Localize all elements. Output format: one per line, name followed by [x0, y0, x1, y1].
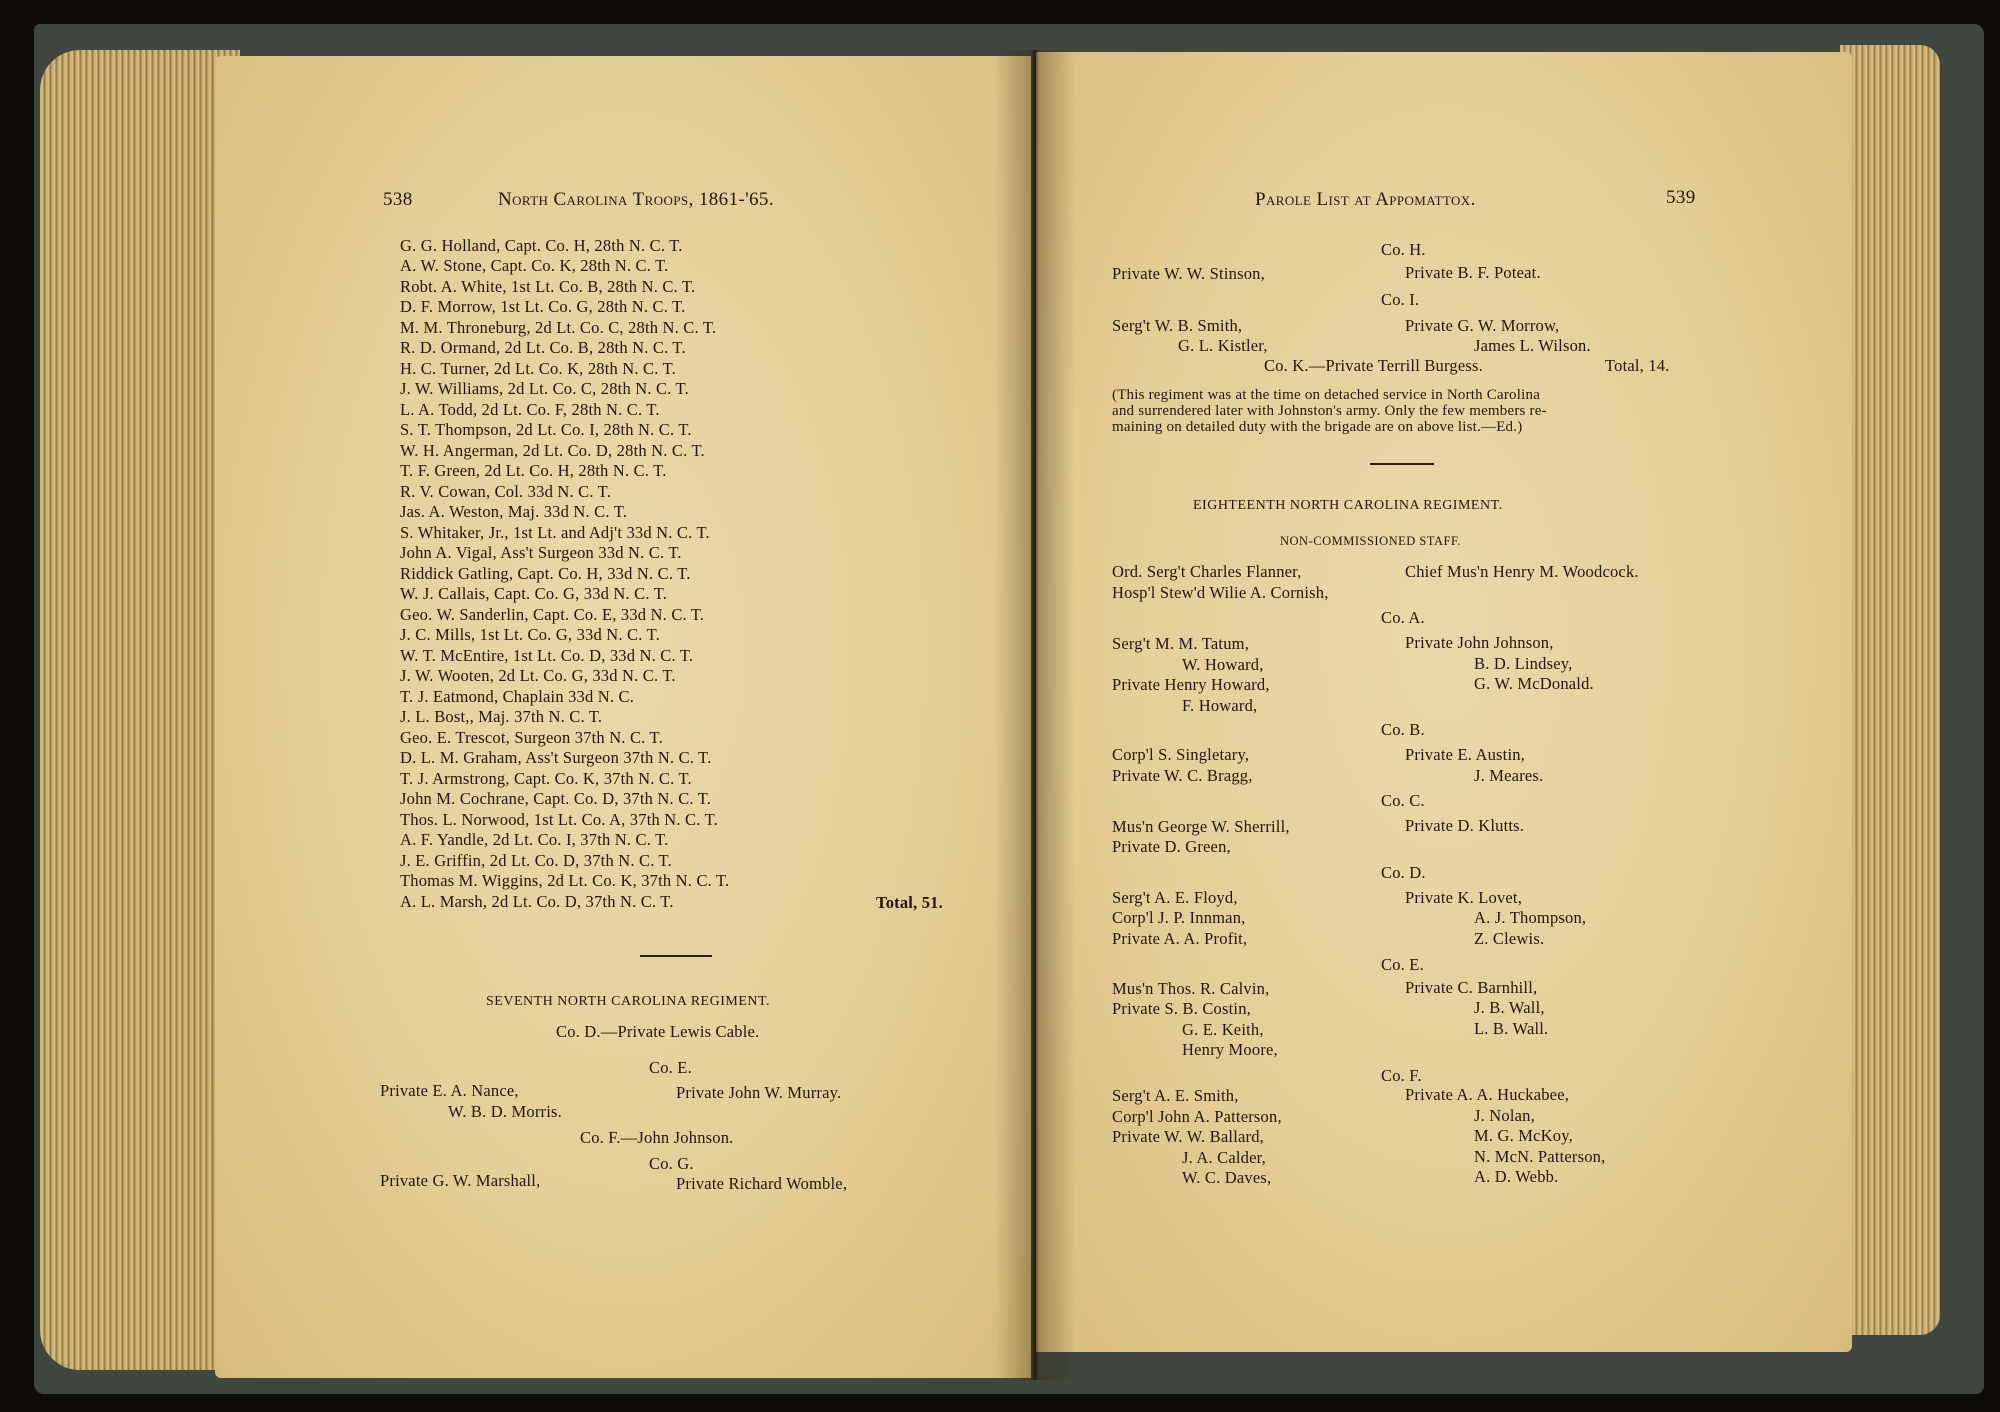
roster-entry: Private G. W. Marshall,: [380, 1171, 541, 1190]
roster-entry: Corp'l John A. Patterson,: [1112, 1107, 1282, 1126]
running-head-right: Parole List at Appomattox.: [1255, 189, 1476, 210]
roster-entry: Private S. B. Costin,: [1112, 999, 1251, 1018]
officer-line: Robt. A. White, 1st Lt. Co. B, 28th N. C. T.: [400, 277, 696, 296]
roster-entry: Serg't M. M. Tatum,: [1112, 634, 1250, 653]
roster-entry: Private C. Barnhill,: [1405, 978, 1538, 997]
co-k-line: Co. K.—Private Terrill Burgess.: [1264, 356, 1483, 375]
roster-entry: L. B. Wall.: [1474, 1019, 1549, 1038]
roster-entry: Private D. Green,: [1112, 837, 1231, 856]
roster-entry: Private Richard Womble,: [676, 1174, 848, 1193]
right-page: [1036, 52, 1852, 1352]
roster-entry: Ord. Serg't Charles Flanner,: [1112, 562, 1302, 581]
roster-entry: J. B. Wall,: [1474, 998, 1545, 1017]
officer-line: J. E. Griffin, 2d Lt. Co. D, 37th N. C. T.: [400, 851, 672, 870]
co-d-line: Co. D.—Private Lewis Cable.: [556, 1022, 760, 1041]
roster-entry: Private John W. Murray.: [676, 1083, 842, 1102]
officer-line: Thos. L. Norwood, 1st Lt. Co. A, 37th N. C. T.: [400, 810, 718, 829]
right-page-edges: [1840, 45, 1940, 1335]
officer-line: D. F. Morrow, 1st Lt. Co. G, 28th N. C. T.: [400, 297, 686, 316]
roster-entry: Private E. Austin,: [1405, 745, 1526, 764]
roster-entry: Serg't W. B. Smith,: [1112, 316, 1243, 335]
officer-line: T. J. Eatmond, Chaplain 33d N. C.: [400, 687, 635, 706]
roster-entry: Z. Clewis.: [1474, 929, 1545, 948]
roster-entry: M. G. McKoy,: [1474, 1126, 1573, 1145]
officer-line: J. C. Mills, 1st Lt. Co. G, 33d N. C. T.: [400, 625, 660, 644]
roster-entry: A. D. Webb.: [1474, 1167, 1559, 1186]
officer-line: T. J. Armstrong, Capt. Co. K, 37th N. C. T.: [400, 769, 692, 788]
roster-entry: B. D. Lindsey,: [1474, 654, 1573, 673]
officer-line: John A. Vigal, Ass't Surgeon 33d N. C. T.: [400, 543, 682, 562]
section-title-seventh: SEVENTH NORTH CAROLINA REGIMENT.: [486, 994, 770, 1009]
officer-line: A. F. Yandle, 2d Lt. Co. I, 37th N. C. T.: [400, 830, 669, 849]
staff-heading: NON-COMMISSIONED STAFF.: [1280, 534, 1462, 548]
editor-note-line: (This regiment was at the time on detached service in North Carolina: [1112, 387, 1541, 403]
roster-entry: Private K. Lovet,: [1405, 888, 1523, 907]
co-i-heading: Co. I.: [1381, 290, 1420, 309]
officer-line: S. Whitaker, Jr., 1st Lt. and Adj't 33d N. C. T.: [400, 523, 710, 542]
roster-entry: Private W. W. Stinson,: [1112, 264, 1265, 283]
officer-line: D. L. M. Graham, Ass't Surgeon 37th N. C. T.: [400, 748, 712, 767]
roster-entry: Henry Moore,: [1182, 1040, 1278, 1059]
officer-line: J. W. Williams, 2d Lt. Co. C, 28th N. C. T.: [400, 379, 689, 398]
section-title-eighteenth: EIGHTEENTH NORTH CAROLINA REGIMENT.: [1193, 498, 1503, 513]
roster-entry: W. Howard,: [1182, 655, 1264, 674]
roster-entry: Serg't A. E. Floyd,: [1112, 888, 1238, 907]
roster-entry: Mus'n George W. Sherrill,: [1112, 817, 1290, 836]
left-page-edges: [40, 50, 240, 1370]
officer-line: T. F. Green, 2d Lt. Co. H, 28th N. C. T.: [400, 461, 667, 480]
section-rule: [640, 955, 712, 957]
roster-entry: Corp'l J. P. Innman,: [1112, 908, 1246, 927]
page-number-left: 538: [383, 189, 413, 210]
officer-line: Jas. A. Weston, Maj. 33d N. C. T.: [400, 502, 628, 521]
editor-note-line: maining on detailed duty with the brigade are on above list.—Ed.): [1112, 419, 1523, 435]
roster-entry: Private W. C. Bragg,: [1112, 766, 1253, 785]
running-head-left: North Carolina Troops, 1861-'65.: [498, 189, 774, 210]
page-number-right: 539: [1666, 187, 1696, 208]
roster-entry: F. Howard,: [1182, 696, 1258, 715]
roster-entry: G. L. Kistler,: [1178, 336, 1268, 355]
officer-line: G. G. Holland, Capt. Co. H, 28th N. C. T.: [400, 236, 683, 255]
book-gutter: [995, 50, 1075, 1380]
roster-entry: Private D. Klutts.: [1405, 816, 1525, 835]
editor-note-line: and surrendered later with Johnston's army. Only the few members re-: [1112, 403, 1547, 419]
roster-entry: Private John Johnson,: [1405, 633, 1554, 652]
officer-line: J. W. Wooten, 2d Lt. Co. G, 33d N. C. T.: [400, 666, 676, 685]
officer-line: Geo. W. Sanderlin, Capt. Co. E, 33d N. C. T.: [400, 605, 705, 624]
officer-line: Geo. E. Trescot, Surgeon 37th N. C. T.: [400, 728, 663, 747]
co-e-heading: Co. E.: [649, 1058, 692, 1077]
roster-entry: J. Nolan,: [1474, 1106, 1535, 1125]
roster-entry: W. C. Daves,: [1182, 1168, 1272, 1187]
officer-line: S. T. Thompson, 2d Lt. Co. I, 28th N. C. T.: [400, 420, 692, 439]
roster-entry: Private B. F. Poteat.: [1405, 263, 1541, 282]
roster-entry: Private Henry Howard,: [1112, 675, 1270, 694]
officer-line: M. M. Throneburg, 2d Lt. Co. C, 28th N. C. T.: [400, 318, 717, 337]
officer-line: John M. Cochrane, Capt. Co. D, 37th N. C. T.: [400, 789, 712, 808]
roster-entry: Private A. A. Profit,: [1112, 929, 1248, 948]
co-b-heading: Co. B.: [1381, 720, 1425, 739]
officer-line: W. H. Angerman, 2d Lt. Co. D, 28th N. C. T.: [400, 441, 705, 460]
co-e-heading: Co. E.: [1381, 955, 1424, 974]
officer-line: J. L. Bost,, Maj. 37th N. C. T.: [400, 707, 603, 726]
officer-line: A. L. Marsh, 2d Lt. Co. D, 37th N. C. T.: [400, 892, 674, 911]
roster-entry: G. E. Keith,: [1182, 1020, 1264, 1039]
roster-entry: G. W. McDonald.: [1474, 674, 1594, 693]
roster-entry: Private G. W. Morrow,: [1405, 316, 1560, 335]
officer-line: Riddick Gatling, Capt. Co. H, 33d N. C. T.: [400, 564, 691, 583]
co-f-line: Co. F.—John Johnson.: [580, 1128, 734, 1147]
co-h-heading: Co. H.: [1381, 240, 1426, 259]
roster-entry: James L. Wilson.: [1474, 336, 1591, 355]
co-f-heading: Co. F.: [1381, 1066, 1422, 1085]
roster-entry: Mus'n Thos. R. Calvin,: [1112, 979, 1270, 998]
roster-entry: N. McN. Patterson,: [1474, 1147, 1606, 1166]
roster-entry: W. B. D. Morris.: [448, 1102, 562, 1121]
roster-entry: Private W. W. Ballard,: [1112, 1127, 1264, 1146]
roster-entry: Serg't A. E. Smith,: [1112, 1086, 1239, 1105]
co-c-heading: Co. C.: [1381, 791, 1425, 810]
officer-line: L. A. Todd, 2d Lt. Co. F, 28th N. C. T.: [400, 400, 660, 419]
officer-line: R. V. Cowan, Col. 33d N. C. T.: [400, 482, 612, 501]
roster-entry: J. Meares.: [1474, 766, 1544, 785]
total-left: Total, 51.: [876, 893, 943, 912]
roster-entry: Private A. A. Huckabee,: [1405, 1085, 1570, 1104]
officer-line: W. T. McEntire, 1st Lt. Co. D, 33d N. C. T.: [400, 646, 694, 665]
officer-line: W. J. Callais, Capt. Co. G, 33d N. C. T.: [400, 584, 668, 603]
section-rule: [1370, 463, 1434, 465]
roster-entry: J. A. Calder,: [1182, 1148, 1266, 1167]
roster-entry: A. J. Thompson,: [1474, 908, 1587, 927]
co-d-heading: Co. D.: [1381, 863, 1426, 882]
roster-entry: Private E. A. Nance,: [380, 1081, 519, 1100]
roster-entry: Corp'l S. Singletary,: [1112, 745, 1250, 764]
total-right: Total, 14.: [1605, 356, 1670, 375]
officer-line: H. C. Turner, 2d Lt. Co. K, 28th N. C. T.: [400, 359, 676, 378]
officer-line: A. W. Stone, Capt. Co. K, 28th N. C. T.: [400, 256, 669, 275]
officer-line: R. D. Ormand, 2d Lt. Co. B, 28th N. C. T.: [400, 338, 686, 357]
co-g-heading: Co. G.: [649, 1154, 694, 1173]
roster-entry: Chief Mus'n Henry M. Woodcock.: [1405, 562, 1639, 581]
co-a-heading: Co. A.: [1381, 608, 1425, 627]
officer-line: Thomas M. Wiggins, 2d Lt. Co. K, 37th N. C. T.: [400, 871, 730, 890]
roster-entry: Hosp'l Stew'd Wilie A. Cornish,: [1112, 583, 1329, 602]
